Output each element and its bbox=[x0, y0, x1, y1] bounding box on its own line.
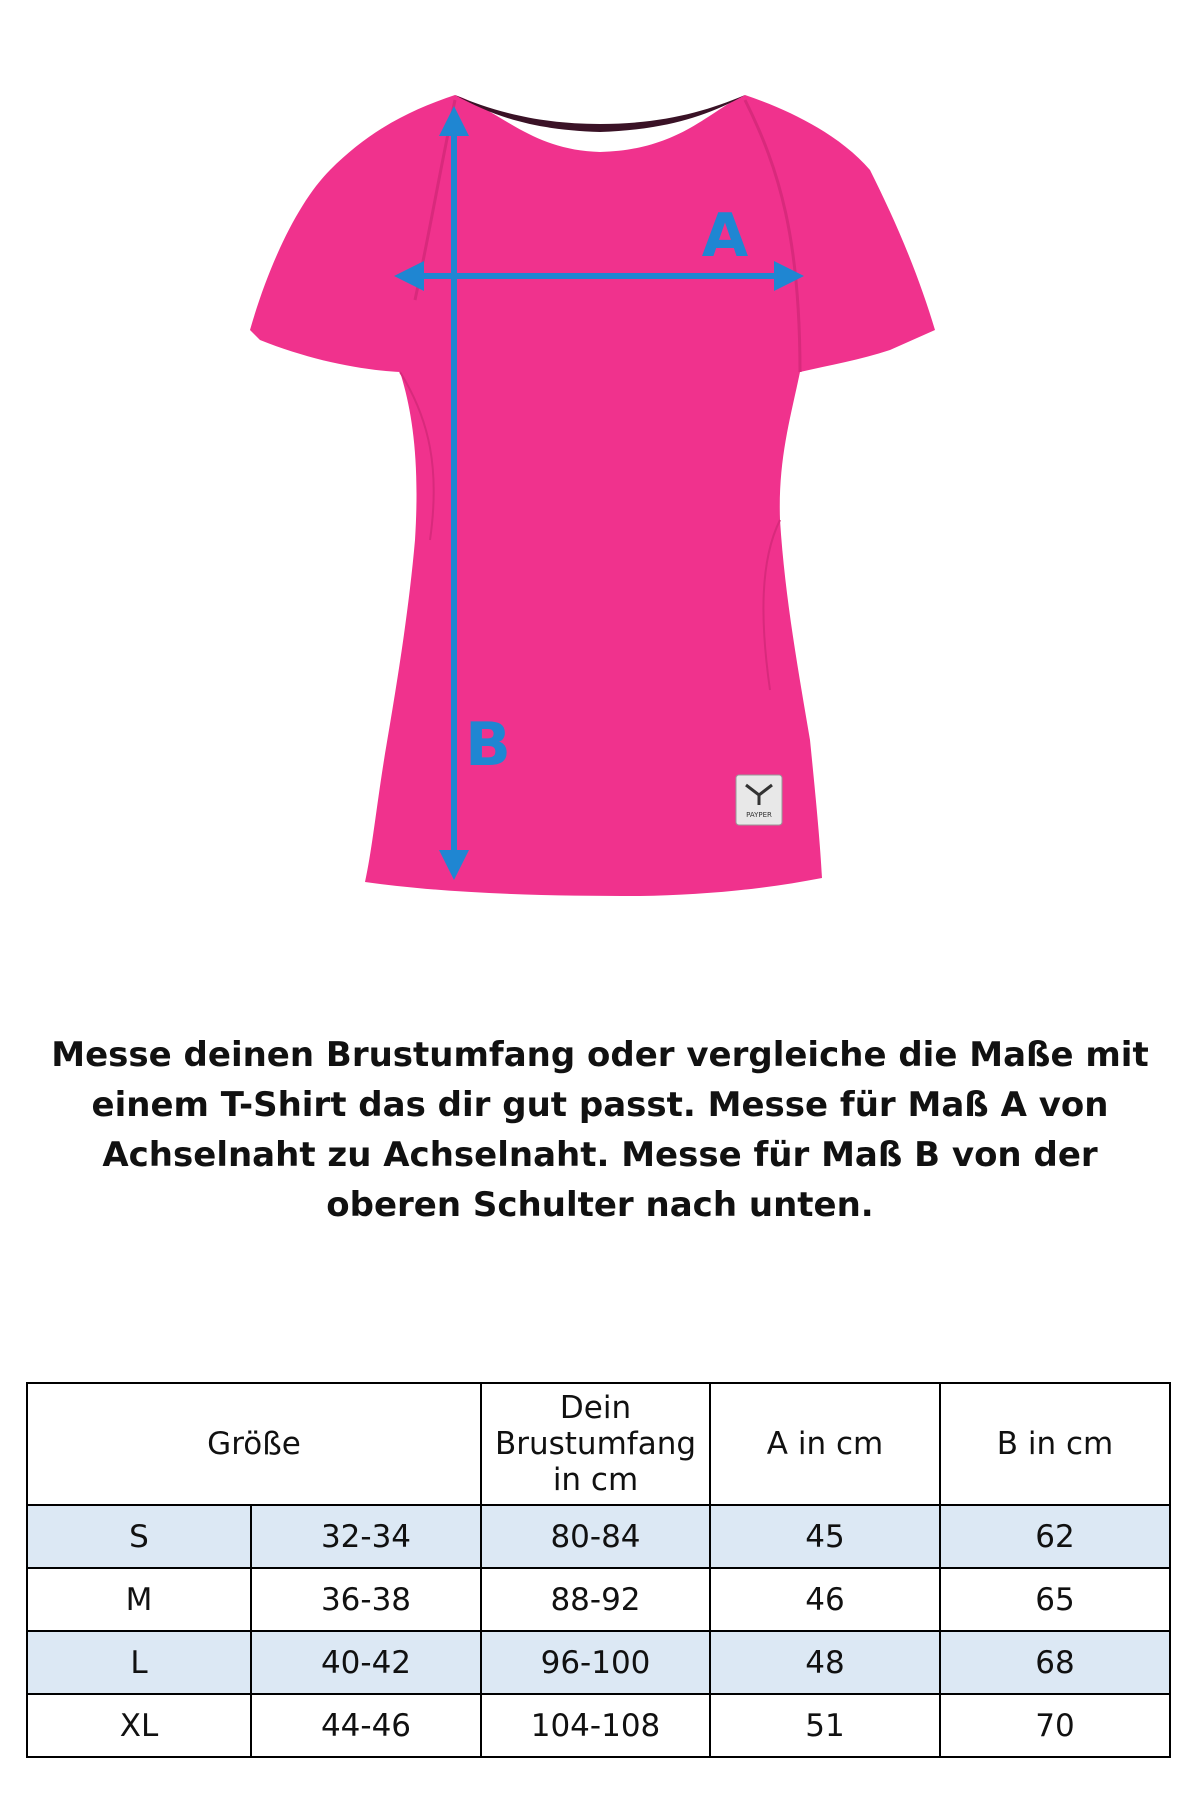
a-cell: 46 bbox=[710, 1568, 940, 1631]
table-row bbox=[27, 1505, 1170, 1568]
chest-cell: 88-92 bbox=[481, 1568, 710, 1631]
range-cell: 40-42 bbox=[251, 1631, 481, 1694]
chest-cell: 104-108 bbox=[481, 1694, 710, 1757]
size-cell: M bbox=[27, 1568, 251, 1631]
b-cell: 65 bbox=[940, 1568, 1170, 1631]
range-cell: 32-34 bbox=[251, 1505, 481, 1568]
t-shirt-shape bbox=[250, 95, 935, 896]
range-cell: 44-46 bbox=[251, 1694, 481, 1757]
table-row bbox=[27, 1631, 1170, 1694]
a-cell: 45 bbox=[710, 1505, 940, 1568]
header-chest: Dein Brustumfang in cm bbox=[481, 1383, 710, 1505]
size-cell: L bbox=[27, 1631, 251, 1694]
measurement-b-label: B bbox=[465, 710, 511, 780]
header-size: Größe bbox=[27, 1383, 481, 1505]
brand-badge bbox=[736, 775, 782, 825]
size-chart-table bbox=[26, 1382, 1171, 1758]
b-cell: 70 bbox=[940, 1694, 1170, 1757]
b-cell: 62 bbox=[940, 1505, 1170, 1568]
size-cell: XL bbox=[27, 1694, 251, 1757]
table-row bbox=[27, 1568, 1170, 1631]
measurement-a-label: A bbox=[701, 201, 749, 271]
neck-tape-text: DRY-TECH bbox=[579, 112, 621, 120]
a-cell: 48 bbox=[710, 1631, 940, 1694]
chest-cell: 96-100 bbox=[481, 1631, 710, 1694]
chest-cell: 80-84 bbox=[481, 1505, 710, 1568]
size-cell: S bbox=[27, 1505, 251, 1568]
svg-text:PAYPER: PAYPER bbox=[746, 811, 772, 819]
b-cell: 68 bbox=[940, 1631, 1170, 1694]
a-cell: 51 bbox=[710, 1694, 940, 1757]
header-b: B in cm bbox=[940, 1383, 1170, 1505]
range-cell: 36-38 bbox=[251, 1568, 481, 1631]
table-row bbox=[27, 1694, 1170, 1757]
measuring-instructions: Messe deinen Brustumfang oder vergleiche die Maße mit einem T-Shirt das dir gut passt. Messe für Maß A von Achselnaht zu Achselnaht. Messe für Maß B von der oberen Schulter nach unten. bbox=[51, 1035, 1149, 1225]
header-a: A in cm bbox=[710, 1383, 940, 1505]
